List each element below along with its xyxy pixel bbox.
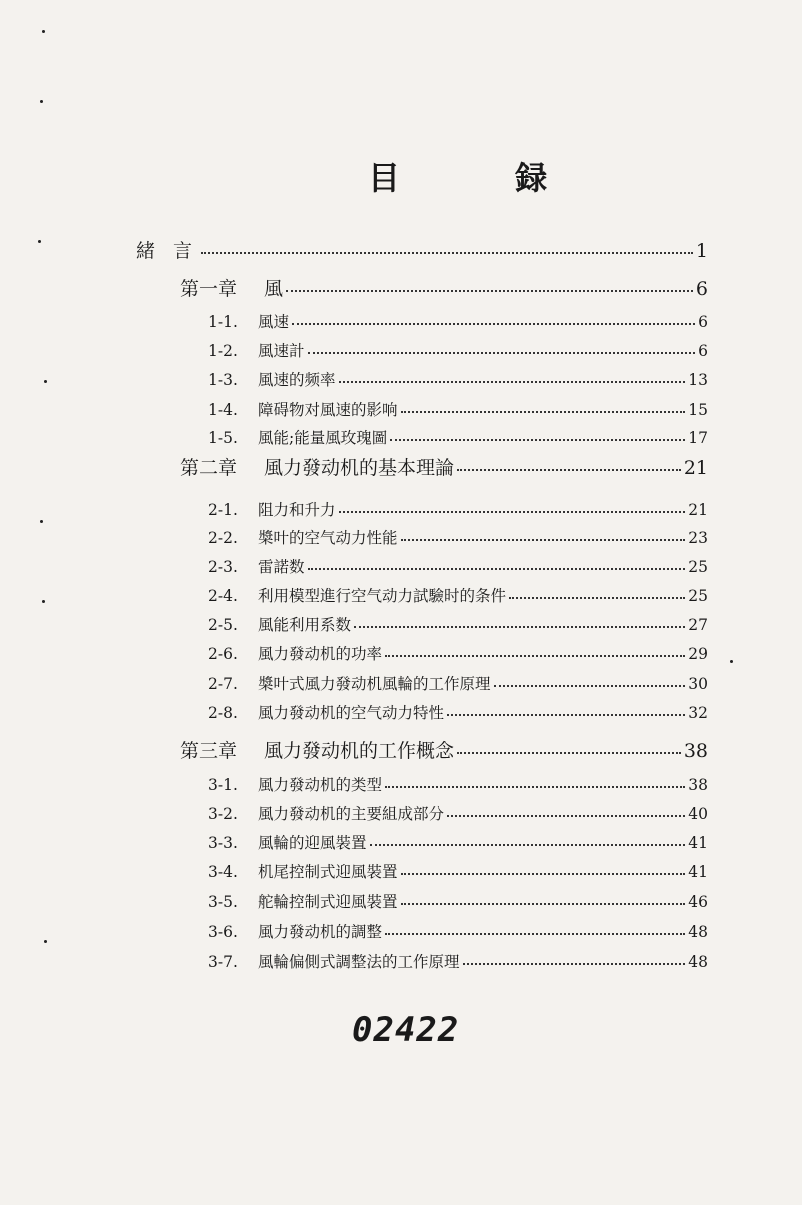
scan-speck	[44, 940, 47, 943]
toc-leader-dots	[401, 873, 686, 875]
toc-leader-dots	[447, 815, 685, 817]
toc-page-number: 6	[695, 278, 708, 300]
toc-entry	[208, 950, 708, 972]
toc-page-number: 23	[688, 529, 708, 547]
toc-page-number: 27	[688, 616, 708, 634]
toc-leader-dots	[370, 844, 686, 846]
toc-entry	[208, 642, 708, 664]
toc-entry-title: 風力發动机的功率	[258, 645, 383, 663]
toc-page-number: 32	[688, 704, 708, 722]
toc-entry	[208, 498, 708, 520]
toc-entry-number: 2-7.	[208, 675, 238, 693]
toc-page-number: 13	[688, 371, 708, 389]
toc-entry-title: 風速	[258, 313, 290, 331]
toc-leader-dots	[308, 568, 686, 570]
toc-entry-title: 風力發动机的調整	[258, 923, 383, 941]
toc-entry	[208, 398, 708, 420]
toc-entry-number: 1-3.	[208, 371, 238, 389]
toc-page-number: 48	[688, 923, 708, 941]
toc-leader-dots	[401, 903, 686, 905]
toc-entry-title: 槳叶的空气动力性能	[258, 529, 398, 547]
scan-speck	[730, 660, 733, 663]
toc-entry-number: 2-1.	[208, 501, 238, 519]
toc-entry-number: 3-6.	[208, 923, 238, 941]
toc-entry-number: 1-2.	[208, 342, 238, 360]
toc-entry	[208, 526, 708, 548]
toc-entry-number: 1-4.	[208, 401, 238, 419]
toc-entry-number: 1-5.	[208, 429, 238, 447]
page-title: 目 録	[368, 159, 600, 197]
toc-leader-dots	[401, 539, 686, 541]
toc-entry-number: 3-5.	[208, 893, 238, 911]
toc-leader-dots	[457, 752, 681, 754]
toc-page-number: 41	[688, 863, 708, 881]
toc-entry	[136, 236, 708, 263]
toc-entry-number: 3-7.	[208, 953, 238, 971]
scan-speck	[40, 100, 43, 103]
toc-page-number: 46	[688, 893, 708, 911]
toc-entry	[208, 555, 708, 577]
toc-entry-number: 1-1.	[208, 313, 238, 331]
toc-entry	[208, 368, 708, 390]
toc-entry	[208, 890, 708, 912]
toc-entry	[208, 613, 708, 635]
toc-entry-title: 風能;能量風玫瑰圖	[258, 429, 388, 447]
toc-entry	[208, 773, 708, 795]
toc-entry-title: 机尾控制式迎風裝置	[258, 863, 398, 881]
toc-entry-number: 3-1.	[208, 776, 238, 794]
toc-entry	[208, 672, 708, 694]
scan-speck	[44, 380, 47, 383]
toc-entry-number: 2-4.	[208, 587, 238, 605]
toc-page-number: 17	[688, 429, 708, 447]
toc-entry	[208, 860, 708, 882]
toc-entry	[208, 339, 708, 361]
toc-leader-dots	[339, 511, 686, 513]
toc-leader-dots	[385, 655, 685, 657]
toc-leader-dots	[385, 786, 685, 788]
toc-leader-dots	[463, 963, 686, 965]
toc-page-number: 25	[688, 587, 708, 605]
toc-entry-title: 緒 言	[136, 240, 199, 262]
toc-leader-dots	[509, 597, 685, 599]
toc-leader-dots	[292, 323, 695, 325]
toc-page-number: 15	[688, 401, 708, 419]
toc-entry-number: 2-3.	[208, 558, 238, 576]
toc-leader-dots	[201, 252, 693, 254]
toc-entry	[208, 802, 708, 824]
toc-entry-title: 風力發动机的类型	[258, 776, 383, 794]
toc-entry	[180, 274, 708, 301]
toc-entry	[180, 736, 708, 763]
toc-entry-number: 2-6.	[208, 645, 238, 663]
scan-speck	[42, 30, 45, 33]
toc-leader-dots	[494, 685, 686, 687]
toc-entry-number: 2-5.	[208, 616, 238, 634]
toc-leader-dots	[339, 381, 686, 383]
toc-leader-dots	[401, 411, 686, 413]
toc-leader-dots	[390, 439, 685, 441]
toc-entry	[208, 310, 708, 332]
toc-page-number: 40	[688, 805, 708, 823]
toc-entry-number: 第一章	[180, 278, 238, 300]
toc-entry	[208, 426, 708, 448]
toc-entry-title: 風力發动机的主要組成部分	[258, 805, 445, 823]
toc-page-number: 6	[698, 313, 708, 331]
toc-leader-dots	[457, 469, 681, 471]
toc-entry-title: 風力發动机的工作概念	[264, 740, 455, 762]
toc-entry-number: 2-8.	[208, 704, 238, 722]
toc-entry-title: 風速計	[258, 342, 305, 360]
toc-entry-number: 3-2.	[208, 805, 238, 823]
toc-entry-title: 舵輪控制式迎風裝置	[258, 893, 398, 911]
toc-entry-title: 風輪的迎風裝置	[258, 834, 367, 852]
toc-entry-title: 利用模型進行空气动力試驗时的条件	[258, 587, 507, 605]
archive-number-stamp: 02422	[352, 1010, 460, 1050]
scan-speck	[42, 600, 45, 603]
toc-entry-title: 風	[264, 278, 284, 300]
toc-page-number: 25	[688, 558, 708, 576]
toc-entry-title: 阻力和升力	[258, 501, 336, 519]
scan-speck	[38, 240, 41, 243]
toc-leader-dots	[286, 290, 693, 292]
toc-entry-number: 3-4.	[208, 863, 238, 881]
toc-page-number: 1	[695, 240, 708, 262]
toc-page-number: 38	[688, 776, 708, 794]
toc-page-number: 29	[688, 645, 708, 663]
toc-page-number: 6	[698, 342, 708, 360]
toc-entry-number: 3-3.	[208, 834, 238, 852]
toc-entry-title: 風能利用系数	[258, 616, 352, 634]
toc-entry-title: 風力發动机的基本理論	[264, 457, 455, 479]
toc-leader-dots	[308, 352, 696, 354]
toc-leader-dots	[385, 933, 685, 935]
scan-speck	[40, 520, 43, 523]
toc-entry-number: 2-2.	[208, 529, 238, 547]
toc-page-number: 48	[688, 953, 708, 971]
toc-entry-number: 第三章	[180, 740, 238, 762]
toc-leader-dots	[354, 626, 685, 628]
toc-entry	[208, 920, 708, 942]
toc-page-number: 41	[688, 834, 708, 852]
toc-entry-title: 風輪偏側式調整法的工作原理	[258, 953, 460, 971]
toc-leader-dots	[447, 714, 685, 716]
toc-entry-title: 障碍物对風速的影响	[258, 401, 398, 419]
toc-entry	[208, 701, 708, 723]
toc-page-number: 38	[683, 740, 708, 762]
toc-entry-title: 風力發动机的空气动力特性	[258, 704, 445, 722]
toc-entry-title: 槳叶式風力發动机風輪的工作原理	[258, 675, 491, 693]
toc-page-number: 21	[688, 501, 708, 519]
toc-entry-number: 第二章	[180, 457, 238, 479]
toc-page-number: 30	[688, 675, 708, 693]
toc-entry-title: 風速的频率	[258, 371, 336, 389]
toc-page-number: 21	[683, 457, 708, 479]
toc-entry-title: 雷諾数	[258, 558, 305, 576]
toc-entry	[208, 584, 708, 606]
toc-entry	[208, 831, 708, 853]
toc-entry	[180, 453, 708, 480]
